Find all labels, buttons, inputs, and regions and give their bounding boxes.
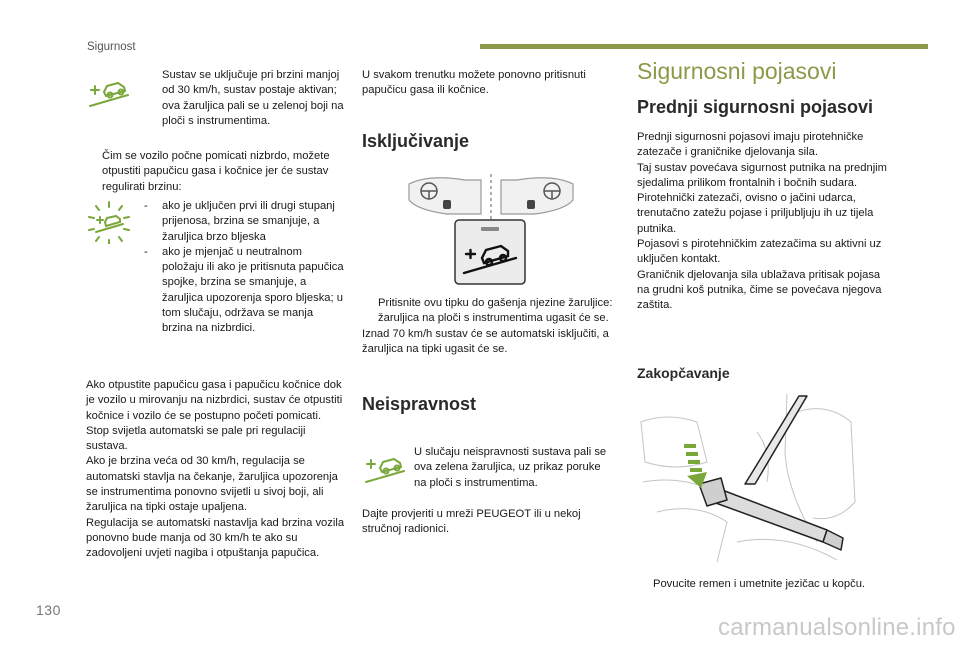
- hill-descent-green-icon: [86, 78, 132, 108]
- col3-body-1: Prednji sigurnosni pojasovi imaju pirotehničke zatezače i graničnike djelovanja sila.: [637, 131, 864, 159]
- dash-mark: -: [144, 200, 148, 212]
- col1-para-4: Regulacija se automatski nastavlja kad brzina vozila ponovno bude manja od 30 km/h te ako su zadovoljeni uvjeti nagiba i otpuštanja papučica.: [86, 516, 345, 560]
- button-illustration: [407, 170, 575, 293]
- heading-off: Isključivanje: [362, 131, 470, 151]
- col1-dash-2: - ako je mjenjač u neutralnom položaju ili ako je pritisnuta papučica spojke, brzina se smanjuje, a žaruljica upozorenja sporo bljeska; u tom slučaju, održava se manja brzina na nizbrdici.: [144, 245, 344, 335]
- dash-mark: -: [144, 245, 148, 258]
- col2-fault-text: U slučaju neispravnosti sustava pali se ova zelena žaruljica, uz prikaz poruke na ploči s instrumentima.: [414, 446, 607, 489]
- col3-body-3: Pojasovi s pirotehničkim zatezačima su aktivni uz uključen kontakt.: [637, 238, 882, 266]
- section-title: Sigurnosni pojasovi: [637, 58, 837, 84]
- hill-descent-fault-icon: [362, 450, 408, 484]
- running-header: Sigurnost: [87, 41, 136, 53]
- header-rule: [480, 44, 928, 49]
- col3-body-4: Graničnik djelovanja sila ublažava pritisak pojasa na grudni koš putnika, čime se povećava njegova zaštita.: [637, 268, 882, 312]
- col2-para-off: Iznad 70 km/h sustav će se automatski isključiti, a žaruljica na tipki ugasit će se.: [362, 327, 609, 355]
- seatbelt-illustration: [637, 392, 861, 577]
- hill-descent-flashing-icon: [86, 200, 132, 244]
- col3-body-2: Taj sustav povećava sigurnost putnika na prednjim sjedalima prilikom frontalnih i bočnih sudara. Pirotehnički zatezači, ovisno o jačini udarca, trenutačno zatežu pojase i priljubljuju ih uz tijela putnika.: [637, 161, 887, 235]
- col1-bullet-1: Sustav se uključuje pri brzini manjoj od 30 km/h, sustav postaje aktivan; ova žaruljica pali se u zelenoj boji na ploči s instrumentima.: [162, 69, 344, 127]
- col2-fault-check: Dajte provjeriti u mreži PEUGEOT ili u nekoj stručnoj radionici.: [362, 508, 581, 536]
- col1-para-3: Ako je brzina veća od 30 km/h, regulacija se automatski stavlja na čekanje, žaruljica upozorenja se instrumentima ponovno svijetli u sivoj boji, ali žaruljica na tipki ostaje upaljena.: [86, 455, 338, 514]
- col1-para-2: Stop svijetla automatski se pale pri regulaciji sustava.: [86, 424, 306, 453]
- col3-bullet-lock: Povucite remen i umetnite jezičac u kopču.: [653, 578, 866, 590]
- col1-bullet-2: Čim se vozilo počne pomicati nizbrdo, možete otpustiti papučicu gasa i kočnice jer će sustav regulirati brzinu:: [102, 150, 330, 193]
- heading-fault: Neispravnost: [362, 394, 477, 414]
- heading-lock: Zakopčavanje: [637, 365, 730, 381]
- col2-intro: U svakom trenutku možete ponovno pritisnuti papučicu gasa ili kočnice.: [362, 69, 586, 97]
- watermark: carmanualsonline.info: [718, 614, 956, 641]
- col2-bullet-off: Pritisnite ovu tipku do gašenja njezine žaruljice: žaruljica na ploči s instrumentima ugasit će se.: [378, 297, 613, 325]
- col1-dash-1: - ako je uključen prvi ili drugi stupanj prijenosa, brzina se smanjuje, a žaruljica brzo bljeska: [144, 200, 335, 243]
- section-subtitle: Prednji sigurnosni pojasovi: [637, 97, 874, 117]
- col1-para-1: Ako otpustite papučicu gasa i papučicu kočnice dok je vozilo u mirovanju na nizbrdici, sustav će otpustiti kočnice i vozilo će se postupno početi pomicati.: [86, 379, 343, 422]
- page-number: 130: [36, 602, 61, 618]
